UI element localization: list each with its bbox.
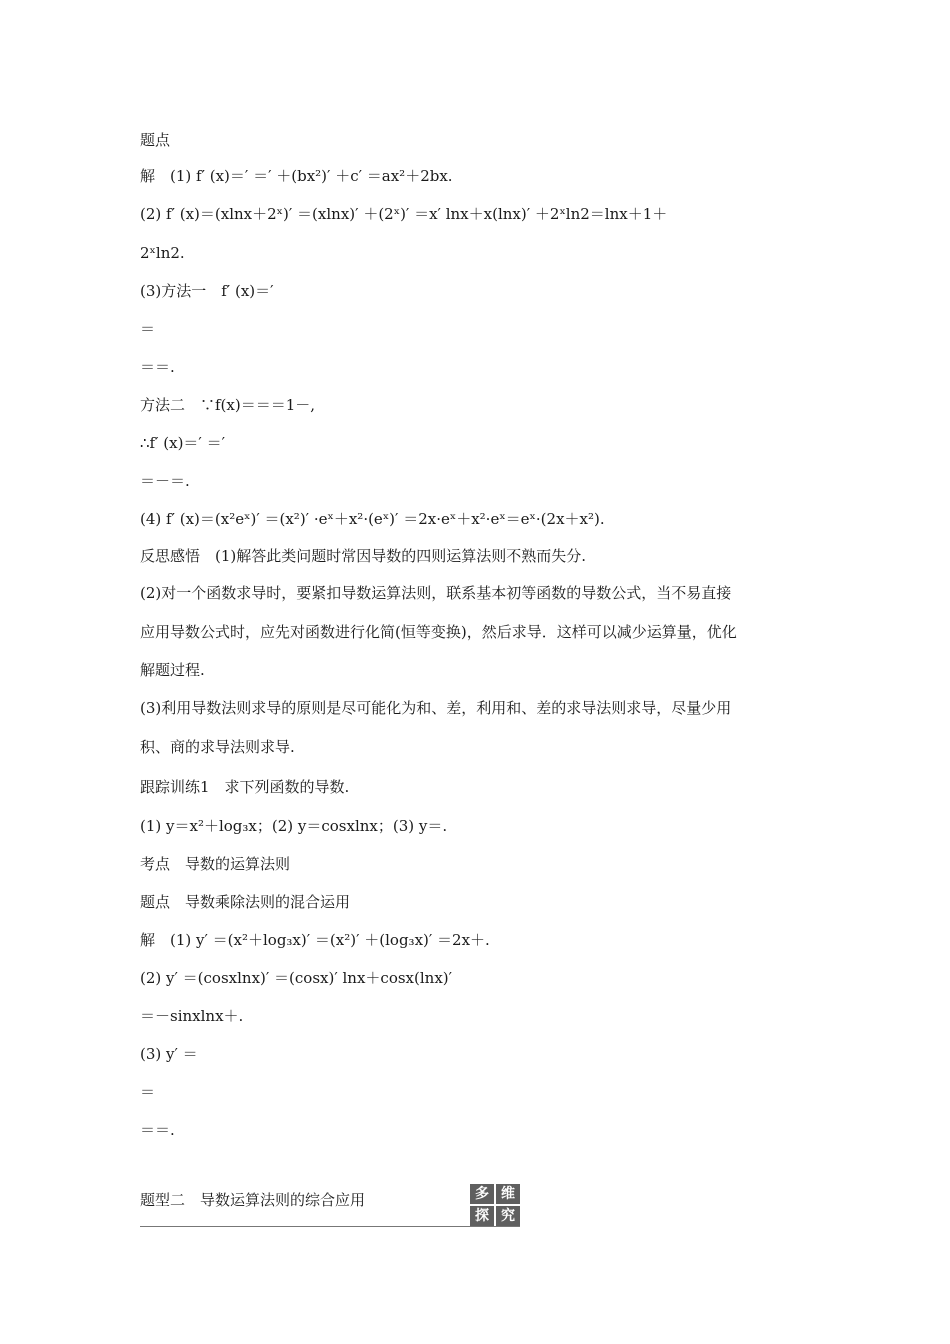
text-line: ＝－＝. (140, 472, 190, 490)
text-line: 考点 导数的运算法则 (140, 855, 291, 873)
text-line: ＝ (140, 1083, 156, 1101)
text-line: 题点 导数乘除法则的混合运用 (140, 893, 351, 911)
badge-char: 探 (470, 1206, 494, 1226)
text-line: (2)对一个函数求导时，要紧扣导数运算法则，联系基本初等函数的导数公式，当不易直接 (140, 584, 732, 602)
text-line: 跟踪训练1 求下列函数的导数. (140, 778, 350, 796)
text-line: 应用导数公式时，应先对函数进行化简(恒等变换)，然后求导．这样可以减少运算量，优化 (140, 623, 737, 641)
text-line: (3)利用导数法则求导的原则是尽可能化为和、差，利用和、差的求导法则求导，尽量少用 (140, 699, 732, 717)
text-line: (2) y′ ＝(cosxlnx)′ ＝(cosx)′ lnx＋cosx(lnx)′ (140, 969, 453, 987)
text-line: 解题过程. (140, 661, 205, 679)
text-line: 方法二 ∵f(x)＝＝＝1－, (140, 396, 316, 414)
section-header (140, 1184, 520, 1228)
text-line: ＝＝. (140, 1121, 175, 1139)
text-line: (2) f′ (x)＝(xlnx＋2ˣ)′ ＝(xlnx)′ ＋(2ˣ)′ ＝x′ lnx＋x(lnx)′ ＋2ˣln2＝lnx＋1＋ (140, 205, 668, 223)
section-divider (140, 1226, 520, 1227)
text-line: 解 (1) f′ (x)＝′ ＝′ ＋(bx²)′ ＋c′ ＝ax²＋2bx. (140, 167, 453, 185)
text-line: 题点 (140, 131, 171, 149)
text-line: (3)方法一 f′ (x)＝′ (140, 282, 274, 300)
text-line: ＝－sinxlnx＋. (140, 1007, 244, 1025)
text-line: (4) f′ (x)＝(x²eˣ)′ ＝(x²)′ ·eˣ＋x²·(eˣ)′ ＝2x·eˣ＋x²·eˣ＝eˣ·(2x＋x²). (140, 510, 605, 528)
text-line: 解 (1) y′ ＝(x²＋log₃x)′ ＝(x²)′ ＋(log₃x)′ ＝2x＋. (140, 931, 490, 949)
text-line: (1) y＝x²＋log₃x；(2) y＝cosxlnx；(3) y＝. (140, 817, 448, 835)
section-title: 题型二 导数运算法则的综合应用 (140, 1191, 366, 1209)
text-line: 反思感悟 (1)解答此类问题时常因导数的四则运算法则不熟而失分. (140, 547, 587, 565)
badge-char: 维 (496, 1184, 520, 1204)
text-line: 积、商的求导法则求导. (140, 738, 295, 756)
text-line: ＝ (140, 320, 156, 338)
multi-dimension-badge (470, 1184, 520, 1226)
text-line: 2ˣln2. (140, 244, 185, 262)
text-line: ＝＝. (140, 358, 175, 376)
badge-char: 多 (470, 1184, 494, 1204)
badge-char: 究 (496, 1206, 520, 1226)
text-line: ∴f′ (x)＝′ ＝′ (140, 434, 226, 452)
text-line: (3) y′ ＝ (140, 1045, 198, 1063)
